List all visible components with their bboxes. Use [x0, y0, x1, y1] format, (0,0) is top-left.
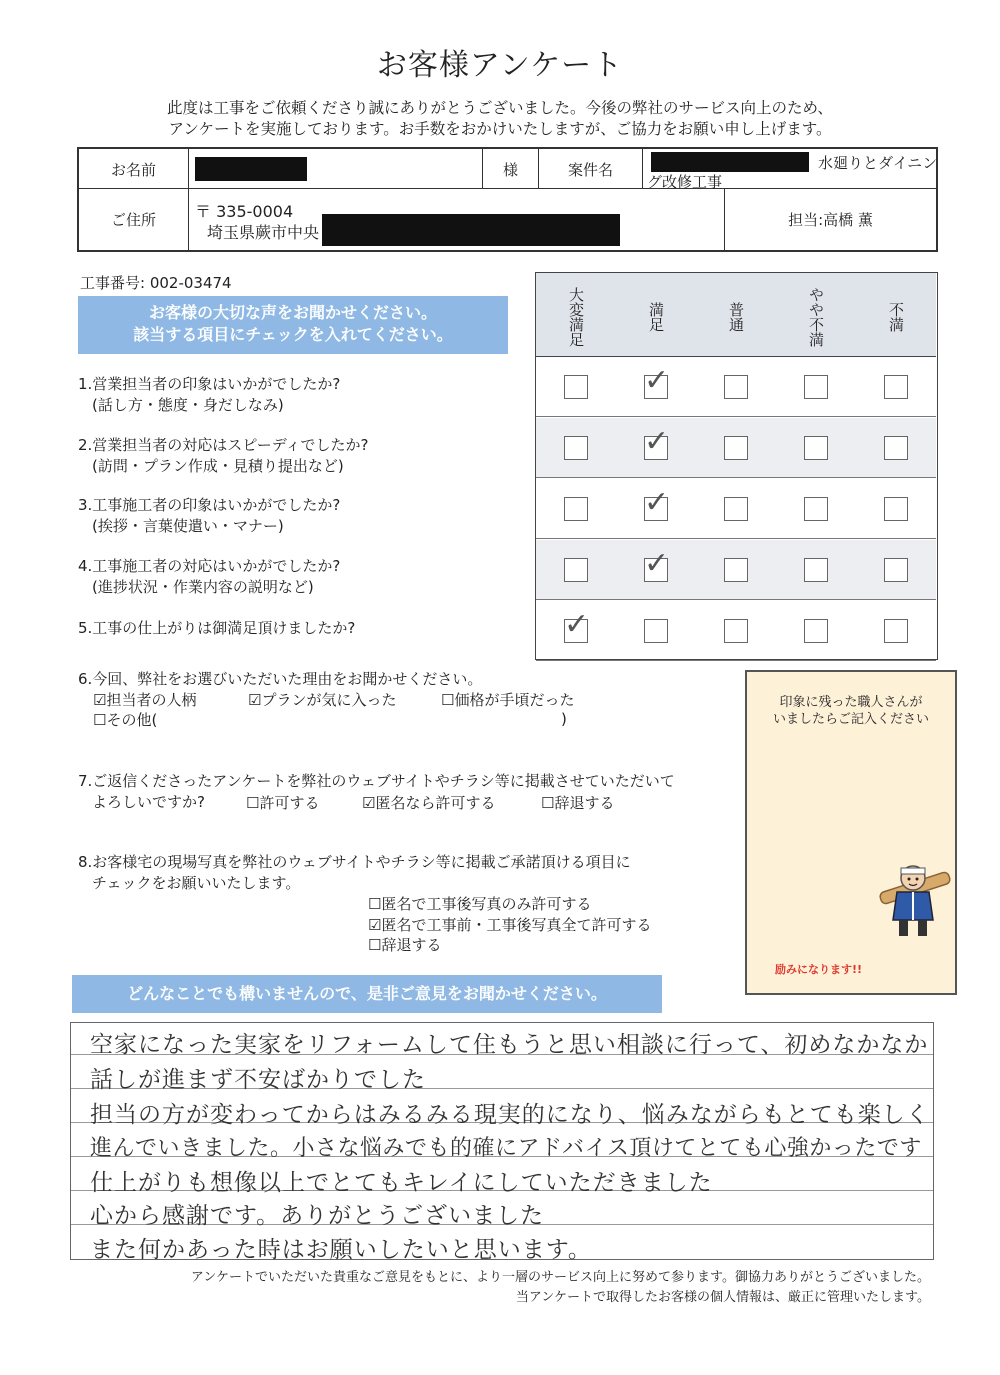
case-name-part2: グ改修工事 — [647, 173, 723, 191]
rating-checkbox[interactable] — [804, 375, 828, 399]
work-number: 工事番号: 002-03474 — [80, 274, 232, 292]
case-label: 案件名 — [539, 149, 643, 189]
question-3-label: 3.工事施工者の印象はいかがでしたか? — [78, 496, 341, 514]
question-8-line-1: 8.お客様宅の現場写真を弊社のウェブサイトやチラシ等に掲載ご承諾頂ける項目に — [78, 853, 631, 871]
q6-option-2[interactable]: ☑プランが気に入った — [248, 691, 397, 709]
question-7-line-2: よろしいですか? — [92, 793, 205, 811]
q6-option-1[interactable]: ☑担当者の人柄 — [93, 691, 197, 709]
comment-banner: どんなことでも構いませんので、是非ご意見をお聞かせください。 — [72, 975, 662, 1013]
q7-option-1[interactable]: ☐許可する — [246, 794, 320, 812]
question-4 — [78, 556, 340, 598]
question-3 — [78, 495, 340, 537]
comment-line-1: 空家になった実家をリフォームして住もうと思い相談に行って、初めなかなか — [90, 1032, 929, 1058]
rating-checkbox[interactable] — [564, 497, 588, 521]
q8-option-2[interactable]: ☑匿名で工事前・工事後写真全て許可する — [368, 916, 652, 934]
footer — [191, 1268, 930, 1308]
comment-line-4: 進んでいきました。小さな悩みでも的確にアドバイス頂けてとても心強かったです — [90, 1136, 922, 1161]
rating-checkbox[interactable] — [724, 558, 748, 582]
address-text: 埼玉県蕨市中央 — [207, 223, 320, 242]
sidebox-line-2: いましたらご記入ください — [772, 712, 929, 727]
rating-checkbox[interactable] — [724, 619, 748, 643]
rating-checkbox[interactable] — [564, 375, 588, 399]
header-dissatisfied: 不満 — [887, 302, 905, 332]
rating-row-2 — [536, 418, 936, 478]
rating-checkbox[interactable] — [884, 497, 908, 521]
intro-line-2: アンケートを実施しております。お手数をおかけいたしますが、ご協力をお願い申し上げます。 — [168, 120, 832, 138]
header-neutral: 普通 — [727, 302, 745, 332]
case-name-part1: 水廻りとダイニン — [818, 154, 938, 172]
q7-option-2[interactable]: ☑匿名なら許可する — [362, 794, 496, 812]
sidebox-prompt — [747, 694, 955, 728]
info-row-name — [79, 149, 936, 189]
rating-checkbox[interactable] — [564, 436, 588, 460]
honorific: 様 — [483, 149, 539, 189]
question-2-sub: (訪問・プラン作成・見積り提出など) — [92, 457, 344, 475]
question-1-label: 1.営業担当者の印象はいかがでしたか? — [78, 375, 341, 393]
redaction-bar — [651, 152, 809, 172]
comment-line-2: 話しが進まず不安ばかりでした — [90, 1067, 426, 1093]
q6-option-4[interactable]: ☐その他( — [93, 711, 158, 729]
page-title: お客様アンケート — [376, 48, 624, 83]
info-row-address — [79, 189, 936, 250]
rating-checkbox[interactable] — [564, 558, 588, 582]
rating-checkbox[interactable] — [884, 436, 908, 460]
rating-checkbox[interactable] — [724, 375, 748, 399]
address-field — [189, 189, 725, 250]
question-6-label: 6.今回、弊社をお選びいただいた理由をお聞かせください。 — [78, 670, 483, 688]
comment-line-6: 心から感謝です。ありがとうございました — [90, 1203, 545, 1229]
rating-checkbox[interactable] — [804, 619, 828, 643]
rating-checkbox[interactable] — [884, 619, 908, 643]
address-label: ご住所 — [79, 189, 189, 250]
q8-option-1[interactable]: ☐匿名で工事後写真のみ許可する — [368, 895, 592, 913]
rating-checkbox[interactable] — [884, 558, 908, 582]
instruction-banner — [78, 296, 508, 354]
ratings-header — [536, 273, 936, 357]
info-table — [77, 147, 938, 252]
check-mark-icon: ✓ — [564, 607, 590, 642]
rating-checkbox[interactable] — [804, 497, 828, 521]
sidebox-note: 励みになります!! — [775, 963, 863, 976]
rating-row-4 — [536, 540, 936, 600]
check-mark-icon: ✓ — [644, 363, 670, 398]
craftsman-illustration — [875, 862, 955, 942]
comment-line-3: 担当の方が変わってからはみるみる現実的になり、悩みながらもとても楽しく — [90, 1102, 930, 1128]
footer-line-2: 当アンケートで取得したお客様の個人情報は、厳正に管理いたします。 — [515, 1290, 930, 1305]
check-mark-icon: ✓ — [644, 485, 670, 520]
rating-checkbox[interactable] — [804, 558, 828, 582]
rating-checkbox[interactable] — [884, 375, 908, 399]
postal-code: 〒 335-0004 — [195, 202, 294, 221]
q8-option-3[interactable]: ☐辞退する — [368, 936, 442, 954]
footer-line-1: アンケートでいただいた貴重なご意見をもとに、より一層のサービス向上に努めて参ります。御協力ありがとうございました。 — [190, 1270, 930, 1285]
staff-name: 担当:高橋 薫 — [788, 211, 873, 229]
question-1-sub: (話し方・態度・身だしなみ) — [92, 396, 284, 414]
banner-line-2: 該当する項目にチェックを入れてください。 — [133, 325, 453, 344]
sidebox-line-1: 印象に残った職人さんが — [779, 695, 923, 710]
q6-option-3[interactable]: ☐価格が手頃だった — [441, 691, 575, 709]
q7-option-3[interactable]: ☐辞退する — [541, 794, 615, 812]
question-5 — [78, 618, 355, 639]
intro-line-1: 此度は工事をご依頼くださり誠にありがとうございました。今後の弊社のサービス向上のため、 — [167, 99, 833, 117]
rating-checkbox[interactable] — [644, 619, 668, 643]
rating-checkbox[interactable] — [724, 436, 748, 460]
question-8-line-2: チェックをお願いいたします。 — [92, 874, 301, 892]
craftsman-comment-box[interactable] — [745, 670, 957, 995]
header-very-satisfied: 大変満足 — [567, 287, 585, 347]
question-2-label: 2.営業担当者の対応はスピーディでしたか? — [78, 436, 369, 454]
question-5-label: 5.工事の仕上がりは御満足頂けましたか? — [78, 619, 356, 637]
comment-line-5: 仕上がりも想像以上でとてもキレイにしていただきました — [90, 1170, 713, 1196]
header-somewhat-dissatisfied: やや不満 — [807, 287, 825, 347]
name-field — [189, 149, 483, 189]
question-2 — [78, 435, 368, 477]
rating-checkbox[interactable] — [724, 497, 748, 521]
header-satisfied: 満足 — [647, 302, 665, 332]
question-4-label: 4.工事施工者の対応はいかがでしたか? — [78, 557, 341, 575]
check-mark-icon: ✓ — [644, 424, 670, 459]
question-7-line-1: 7.ご返信くださったアンケートを弊社のウェブサイトやチラシ等に掲載させていただいて — [78, 772, 675, 790]
rating-row-1 — [536, 357, 936, 417]
question-1 — [78, 374, 340, 416]
rating-row-3 — [536, 479, 936, 539]
check-mark-icon: ✓ — [644, 546, 670, 581]
banner-line-1: お客様の大切な声をお聞かせください。 — [148, 303, 437, 322]
comment-line-7: また何かあった時はお願いしたいと思います。 — [90, 1237, 592, 1263]
ratings-grid — [535, 272, 938, 660]
question-4-sub: (進捗状況・作業内容の説明など) — [92, 578, 314, 596]
case-name-field — [643, 149, 936, 189]
redaction-bar — [322, 214, 620, 246]
question-3-sub: (挨拶・言葉使遣い・マナー) — [92, 517, 284, 535]
q6-close-paren: ) — [561, 710, 567, 728]
redaction-bar — [195, 157, 307, 181]
name-label: お名前 — [79, 149, 189, 189]
rating-row-5 — [536, 601, 936, 661]
rating-checkbox[interactable] — [804, 436, 828, 460]
